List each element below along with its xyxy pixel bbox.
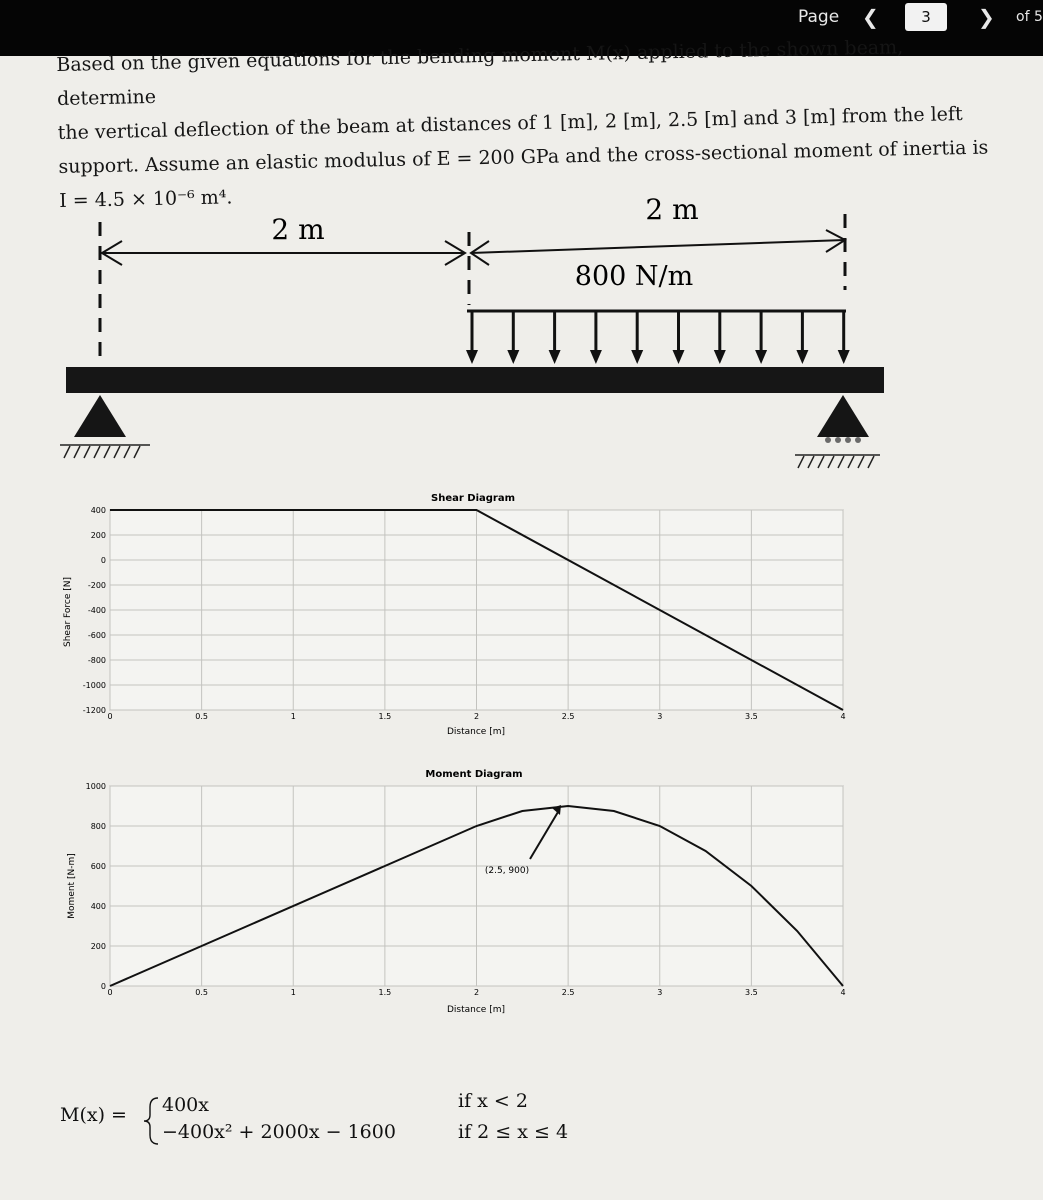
pin-support [74, 395, 126, 437]
moment-xtick-label: 0.5 [195, 988, 208, 997]
moment-chart [67, 769, 846, 1015]
load-arrow-icon [631, 312, 643, 364]
beam [66, 367, 884, 393]
problem-line: I = 4.5 × 10⁻⁶ m⁴. [58, 186, 233, 212]
problem-line: support. Assume an elastic modulus of E = 200 GPa and the cross-sectional moment of inertia is [58, 136, 989, 178]
moment-xtick-label: 1 [290, 988, 296, 997]
moment-xtick-label: 3 [657, 988, 663, 997]
shear-ytick-label: -1200 [82, 706, 106, 715]
moment-annotation: (2.5, 900) [484, 866, 530, 876]
load-arrow-icon [796, 312, 808, 364]
load-arrow-icon [838, 312, 850, 364]
equation-case1-cond: if x < 2 [458, 1090, 528, 1112]
shear-xtick-label: 2.5 [561, 712, 575, 721]
equation-lhs: M(x) = [60, 1104, 127, 1126]
shear-xtick-label: 1 [290, 712, 296, 721]
shear-ytick-label: 200 [90, 531, 106, 540]
shear-chart [63, 493, 846, 737]
shear-ytick-label: 400 [90, 506, 106, 515]
beam-figure [60, 193, 884, 468]
shear-xlabel: Distance [m] [446, 727, 506, 737]
moment-ytick-label: 200 [90, 942, 106, 951]
load-arrow-icon [507, 312, 519, 364]
shear-xtick-label: 0.5 [195, 712, 208, 721]
problem-line: the vertical deflection of the beam at distances of 1 [m], 2 [m], 2.5 [m] and 3 [m] from the left [57, 103, 963, 144]
shear-ytick-label: -400 [87, 606, 106, 615]
chevron-right-icon[interactable]: ❯ [978, 5, 995, 29]
distributed-load [466, 312, 850, 364]
shear-ytick-label: -600 [87, 631, 106, 640]
moment-ytick-label: 600 [90, 862, 106, 871]
shear-xtick-label: 2 [473, 712, 480, 721]
moment-xtick-label: 4 [840, 988, 846, 997]
shear-ytick-label: 0 [100, 556, 106, 565]
load-arrow-icon [549, 312, 561, 364]
shear-xtick-label: 3.5 [745, 712, 758, 721]
moment-xtick-label: 2.5 [561, 988, 575, 997]
moment-ylabel: Moment [N-m] [67, 853, 77, 919]
roller-wheels [825, 437, 861, 443]
right-span-label: 2 m [645, 193, 699, 226]
roller-support [817, 395, 869, 437]
page-number-input[interactable]: 3 [905, 3, 947, 31]
moment-xtick-label: 0 [107, 988, 113, 997]
shear-ytick-label: -1000 [82, 681, 106, 690]
load-arrow-icon [755, 312, 767, 364]
moment-xtick-label: 1.5 [378, 988, 392, 997]
shear-chart-title: Shear Diagram [431, 493, 515, 504]
moment-xtick-label: 2 [473, 988, 480, 997]
chevron-left-icon[interactable]: ❮ [862, 5, 879, 29]
shear-xtick-label: 1.5 [378, 712, 392, 721]
ground-hatch-right [795, 455, 880, 468]
load-arrow-icon [673, 312, 685, 364]
load-label: 800 N/m [574, 261, 694, 292]
page-label: Page [798, 7, 840, 27]
problem-line: Based on the given equations for the bending moment M(x) applied to the shown beam, determine [56, 36, 904, 110]
equation-case1-expr: 400x [162, 1094, 209, 1116]
moment-ytick-label: 0 [100, 982, 106, 991]
shear-xtick-label: 3 [657, 712, 663, 721]
page-count-label: of 5 [1016, 9, 1043, 25]
left-span-label: 2 m [271, 213, 325, 246]
moment-chart-title: Moment Diagram [425, 769, 523, 780]
load-arrow-icon [466, 312, 478, 364]
shear-ytick-label: -200 [87, 581, 106, 590]
moment-ytick-label: 800 [90, 822, 106, 831]
shear-ytick-label: -800 [87, 656, 106, 665]
load-arrow-icon [714, 312, 726, 364]
moment-ytick-label: 1000 [85, 782, 106, 791]
shear-xtick-label: 0 [107, 712, 113, 721]
moment-ytick-label: 400 [90, 902, 106, 911]
equation-case2-expr: −400x² + 2000x − 1600 [162, 1121, 396, 1143]
moment-xlabel: Distance [m] [446, 1005, 506, 1015]
load-arrow-icon [590, 312, 602, 364]
shear-xtick-label: 4 [840, 712, 846, 721]
shear-ylabel: Shear Force [N] [63, 577, 73, 647]
moment-xtick-label: 3.5 [745, 988, 758, 997]
ground-hatch-left [60, 445, 150, 458]
equation-case2-cond: if 2 ≤ x ≤ 4 [458, 1121, 569, 1143]
